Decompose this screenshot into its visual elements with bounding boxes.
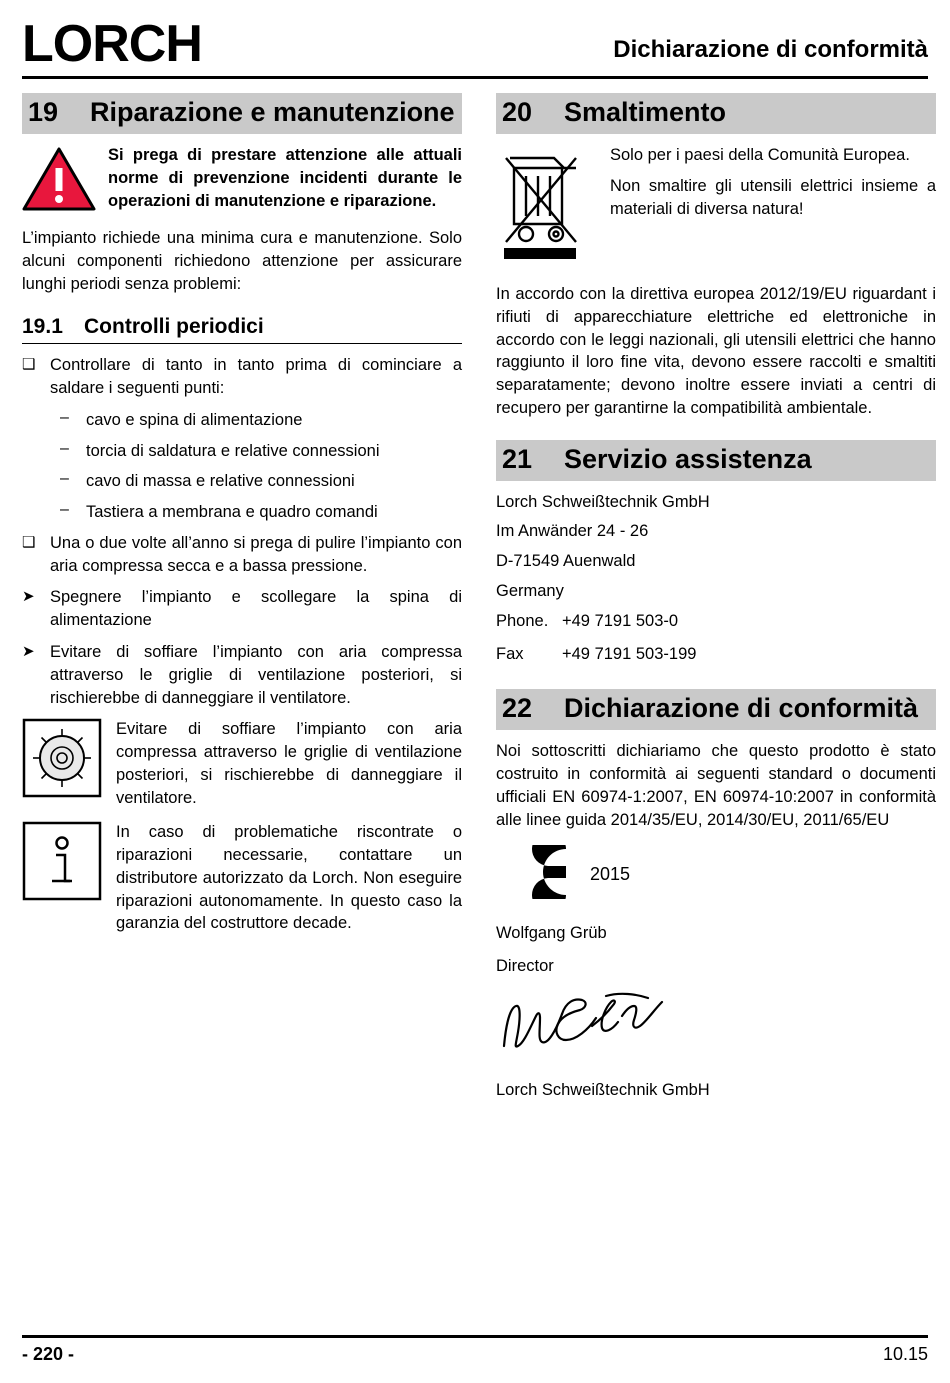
footer-page-number: - 220 - xyxy=(22,1344,75,1364)
section-21-heading xyxy=(496,440,936,481)
checkbox-icon: ❑ xyxy=(22,533,36,551)
section-22-title: Dichiarazione di conformità xyxy=(564,693,919,724)
checkbox-icon: ❑ xyxy=(22,356,36,374)
list-item-text: Una o due volte all’anno si prega di pulire l’impianto con aria compressa secca e a bassa pressione. xyxy=(50,533,462,575)
note-info xyxy=(22,821,462,935)
sub-list-item-text: cavo di massa e relative connessioni xyxy=(86,472,355,491)
note-gear-text: Evitare di soffiare l’impianto con aria compressa attraverso le griglie di ventilazione posteriori, si rischierebbe di danneggiare il ventilatore. xyxy=(116,720,462,807)
list-item xyxy=(22,586,462,632)
left-column xyxy=(22,93,462,1112)
service-phone-value: +49 7191 503-0 xyxy=(562,611,679,630)
disposal-note-2: Non smaltire gli utensili elettrici insieme a materiali di diversa natura! xyxy=(610,176,936,218)
sub-list-item xyxy=(60,440,462,463)
list-item xyxy=(22,532,462,578)
dash-icon: – xyxy=(60,470,69,488)
service-street: Im Anwänder 24 - 26 xyxy=(496,522,649,541)
content-columns xyxy=(22,93,936,1112)
sub-list xyxy=(60,409,462,524)
info-icon xyxy=(22,821,102,906)
list-item xyxy=(22,641,462,709)
note-info-text: In caso di problematiche riscontrate o riparazioni necessarie, contattare un distributore autorizzato da Lorch. Non eseguire riparazioni autonomamente. In questo caso la garanzia del costruttore decade. xyxy=(116,823,462,933)
list-item xyxy=(22,354,462,400)
declaration-company: Lorch Schweißtechnik GmbH xyxy=(496,1080,710,1099)
disposal-block xyxy=(496,144,936,269)
section-22-number: 22 xyxy=(502,693,533,724)
section-20-number: 20 xyxy=(502,97,533,127)
disposal-note-1: Solo per i paesi della Comunità Europea. xyxy=(610,146,910,165)
crossed-out-wheeled-bin-icon xyxy=(496,144,596,269)
dash-icon: – xyxy=(60,439,69,457)
right-column xyxy=(496,93,936,1112)
section-20-body: In accordo con la direttiva europea 2012/19/EU riguardant i rifiuti di apparecchiature elettriche ed elettroniche in accordo con le leggi nazionali, gli utensili elettrici che hanno raggiunto il loro fine vita, devono essere raccolti e smaltiti separatamente; devono inoltre essere inviati a centri di recupero per garantirne la compatibilità ambientale. xyxy=(496,285,936,417)
service-fax-row xyxy=(496,643,936,676)
gear-caution-icon xyxy=(22,718,102,803)
footer-version: 10.15 xyxy=(882,1344,928,1364)
service-phone-label: Phone. xyxy=(496,611,549,630)
section-19-heading xyxy=(22,93,462,134)
warning-triangle-icon xyxy=(22,144,96,217)
section-19-number: 19 xyxy=(28,97,59,127)
section-19-title: Riparazione e manutenzione xyxy=(90,97,455,127)
list-item-text: Evitare di soffiare l’impianto con aria compressa attraverso le griglie di ventilazione posteriori, si rischierebbe di danneggiare il ventilatore. xyxy=(50,643,462,707)
section-21-number: 21 xyxy=(502,443,533,474)
service-fax-value: +49 7191 503-199 xyxy=(562,644,697,663)
section-20-heading xyxy=(496,93,936,134)
service-fax-label: Fax xyxy=(496,644,524,663)
section-19-1-number: 19.1 xyxy=(22,315,63,339)
arrow-icon: ➤ xyxy=(22,643,35,660)
note-gear xyxy=(22,718,462,809)
ce-year: 2015 xyxy=(590,864,631,885)
lorch-logo: LORCH xyxy=(22,15,202,73)
section-21-title: Servizio assistenza xyxy=(564,443,812,474)
header-title: Dichiarazione di conformità xyxy=(613,36,928,63)
dash-icon: – xyxy=(60,501,69,519)
ce-row xyxy=(496,845,936,904)
section-19-1-heading xyxy=(22,315,462,344)
section-20-title: Smaltimento xyxy=(564,97,727,127)
service-city: D-71549 Auenwald xyxy=(496,552,636,571)
list-item-text: Controllare di tanto in tanto prima di cominciare a saldare i seguenti punti: xyxy=(50,356,462,398)
ce-marking-icon xyxy=(496,845,574,904)
page-header xyxy=(22,15,928,79)
section-22-heading xyxy=(496,689,936,730)
section-19-intro: L’impianto richiede una minima cura e manutenzione. Solo alcuni componenti richiedono attenzione per assicurare lunghi periodi senza problemi: xyxy=(22,229,462,293)
list-item-text: Spegnere l’impianto e scollegare la spina di alimentazione xyxy=(50,588,462,630)
service-phone-row xyxy=(496,610,936,643)
sub-list-item-text: torcia di saldatura e relative connessioni xyxy=(86,441,380,460)
signer-title: Director xyxy=(496,957,554,976)
sub-list-item-text: Tastiera a membrana e quadro comandi xyxy=(86,503,378,522)
warning-block xyxy=(22,144,462,217)
service-company: Lorch Schweißtechnik GmbH xyxy=(496,492,710,511)
section-19-1-title: Controlli periodici xyxy=(84,315,264,339)
sub-list-item-text: cavo e spina di alimentazione xyxy=(86,410,303,429)
arrow-icon: ➤ xyxy=(22,588,35,606)
disposal-text xyxy=(610,144,936,228)
section-22-body: Noi sottoscritti dichiariamo che questo prodotto è stato costruito in conformità ai seguenti standard o documenti ufficiali EN 60974-1:2007, EN 60974-10:2007 in conformità alle linee guida 2014/35/EU, 2014/30/EU, 2011/65/EU xyxy=(496,742,936,829)
warning-text: Si prega di prestare attenzione alle attuali norme di prevenzione incidenti durante le operazioni di manutenzione e riparazione. xyxy=(108,146,462,210)
sub-list-item xyxy=(60,470,462,493)
service-country: Germany xyxy=(496,581,564,600)
signature-icon xyxy=(496,990,936,1065)
page-footer xyxy=(22,1335,928,1365)
sub-list-item xyxy=(60,501,462,524)
dash-icon: – xyxy=(60,408,69,426)
service-address xyxy=(496,491,936,676)
sub-list-item xyxy=(60,409,462,432)
signer-name: Wolfgang Grüb xyxy=(496,924,607,943)
